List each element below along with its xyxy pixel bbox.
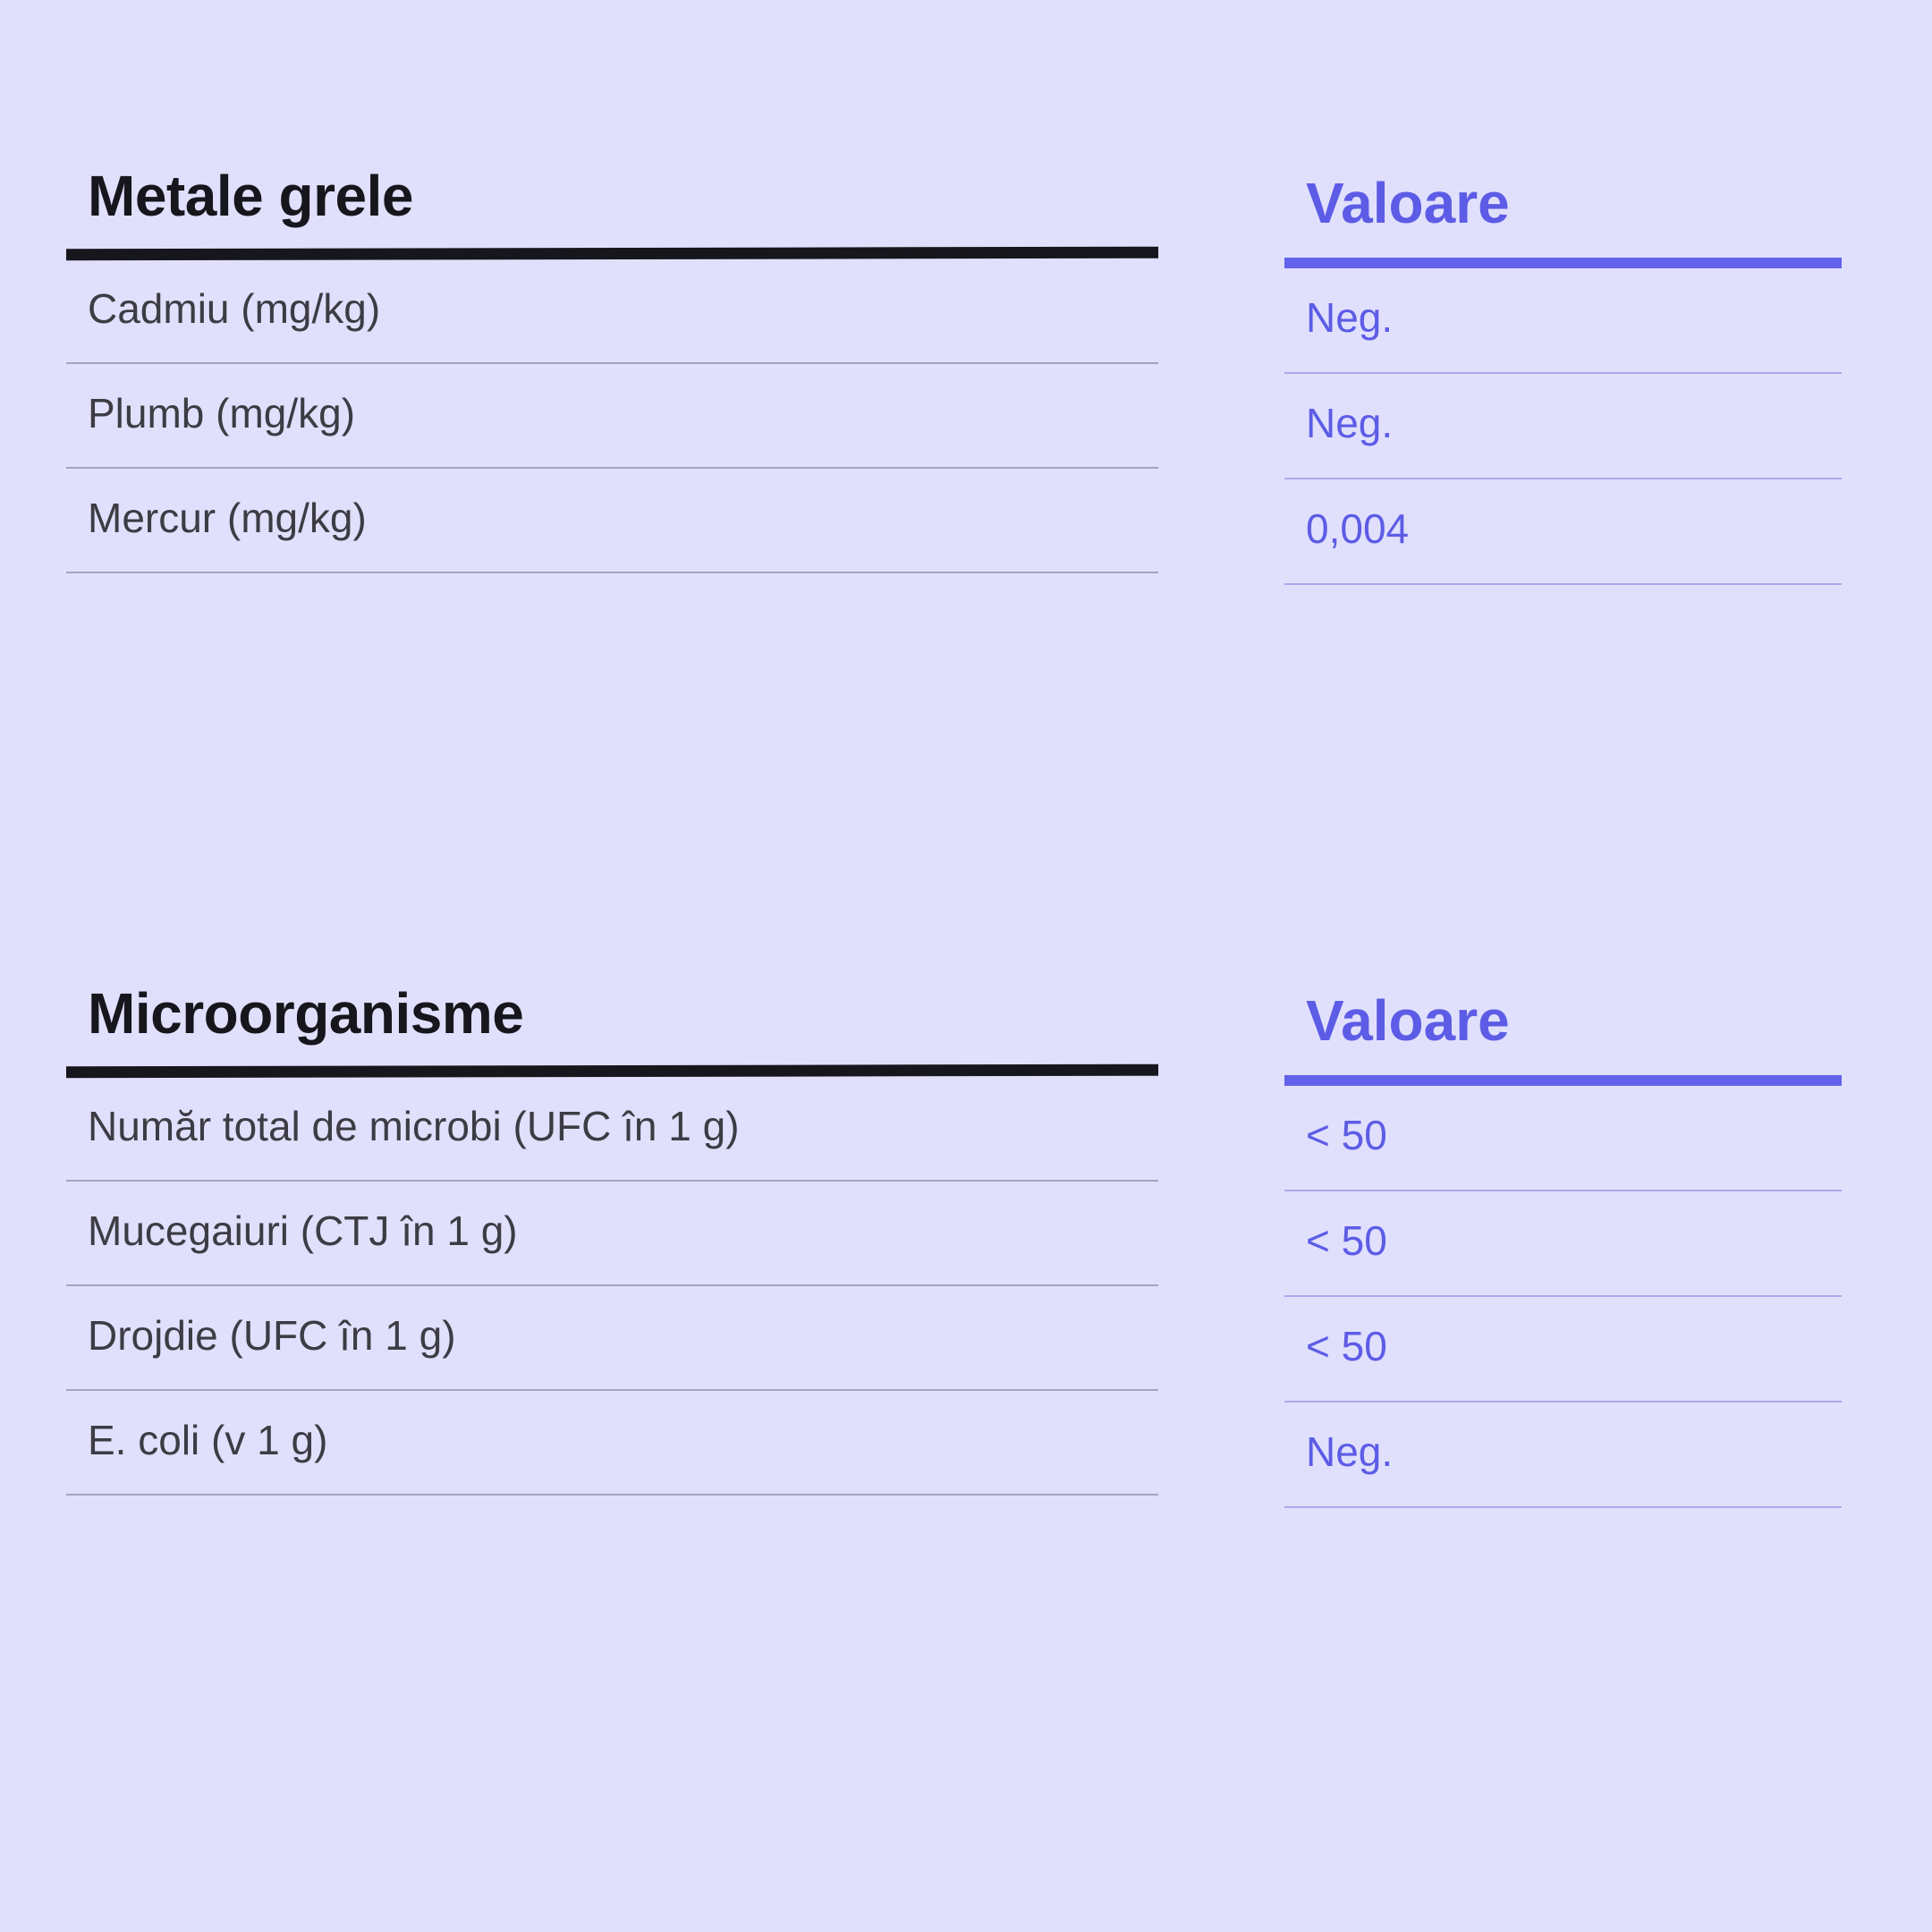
value-header-rule: [1284, 258, 1842, 268]
table-row: [66, 364, 1158, 469]
table-row: [1284, 479, 1842, 585]
microorganisms-parameter-column: [66, 981, 1158, 1496]
parameter-value: < 50: [1306, 1112, 1387, 1158]
table-row: [1284, 1297, 1842, 1402]
table-row: [66, 1391, 1158, 1496]
parameter-value: < 50: [1306, 1323, 1387, 1369]
microorganisms-header: [66, 981, 1158, 1077]
heavy-metals-parameter-list: [66, 259, 1158, 573]
parameter-value: Neg.: [1306, 1428, 1394, 1475]
parameter-label: E. coli (v 1 g): [88, 1417, 328, 1463]
parameter-value: < 50: [1306, 1217, 1387, 1264]
microorganisms-parameter-list: [66, 1077, 1158, 1496]
parameter-label: Mucegaiuri (CTJ în 1 g): [88, 1208, 518, 1254]
heavy-metals-header: [66, 166, 1158, 259]
table-row: [66, 1286, 1158, 1391]
parameter-value: Neg.: [1306, 400, 1394, 446]
microorganisms-header-rule: [66, 1064, 1158, 1079]
table-row: [1284, 268, 1842, 374]
parameter-label: Cadmiu (mg/kg): [88, 285, 381, 332]
table-row: [66, 1182, 1158, 1286]
value-header-title: Valoare: [1306, 988, 1510, 1053]
table-row: [1284, 374, 1842, 479]
parameter-label: Drojdie (UFC în 1 g): [88, 1312, 456, 1359]
heavy-metals-value-header: [1284, 166, 1842, 268]
parameter-value: Neg.: [1306, 294, 1394, 341]
table-row: [1284, 1191, 1842, 1297]
parameter-label: Număr total de microbi (UFC în 1 g): [88, 1103, 740, 1149]
heavy-metals-title: Metale grele: [88, 164, 413, 228]
table-row: [1284, 1086, 1842, 1191]
parameter-label: Mercur (mg/kg): [88, 495, 367, 541]
table-row: [66, 469, 1158, 573]
microorganisms-value-list: [1284, 1086, 1842, 1508]
value-header-rule: [1284, 1075, 1842, 1086]
heavy-metals-value-list: [1284, 268, 1842, 585]
parameter-label: Plumb (mg/kg): [88, 390, 356, 436]
table-row: [66, 259, 1158, 364]
heavy-metals-value-column: [1284, 166, 1842, 585]
table-row: [66, 1077, 1158, 1182]
table-row: [1284, 1402, 1842, 1508]
microorganisms-value-column: [1284, 984, 1842, 1508]
microorganisms-value-header: [1284, 984, 1842, 1086]
value-header-title: Valoare: [1306, 171, 1510, 235]
heavy-metals-header-rule: [66, 247, 1158, 261]
microorganisms-title: Microorganisme: [88, 981, 524, 1046]
heavy-metals-parameter-column: [66, 166, 1158, 573]
parameter-value: 0,004: [1306, 505, 1410, 552]
